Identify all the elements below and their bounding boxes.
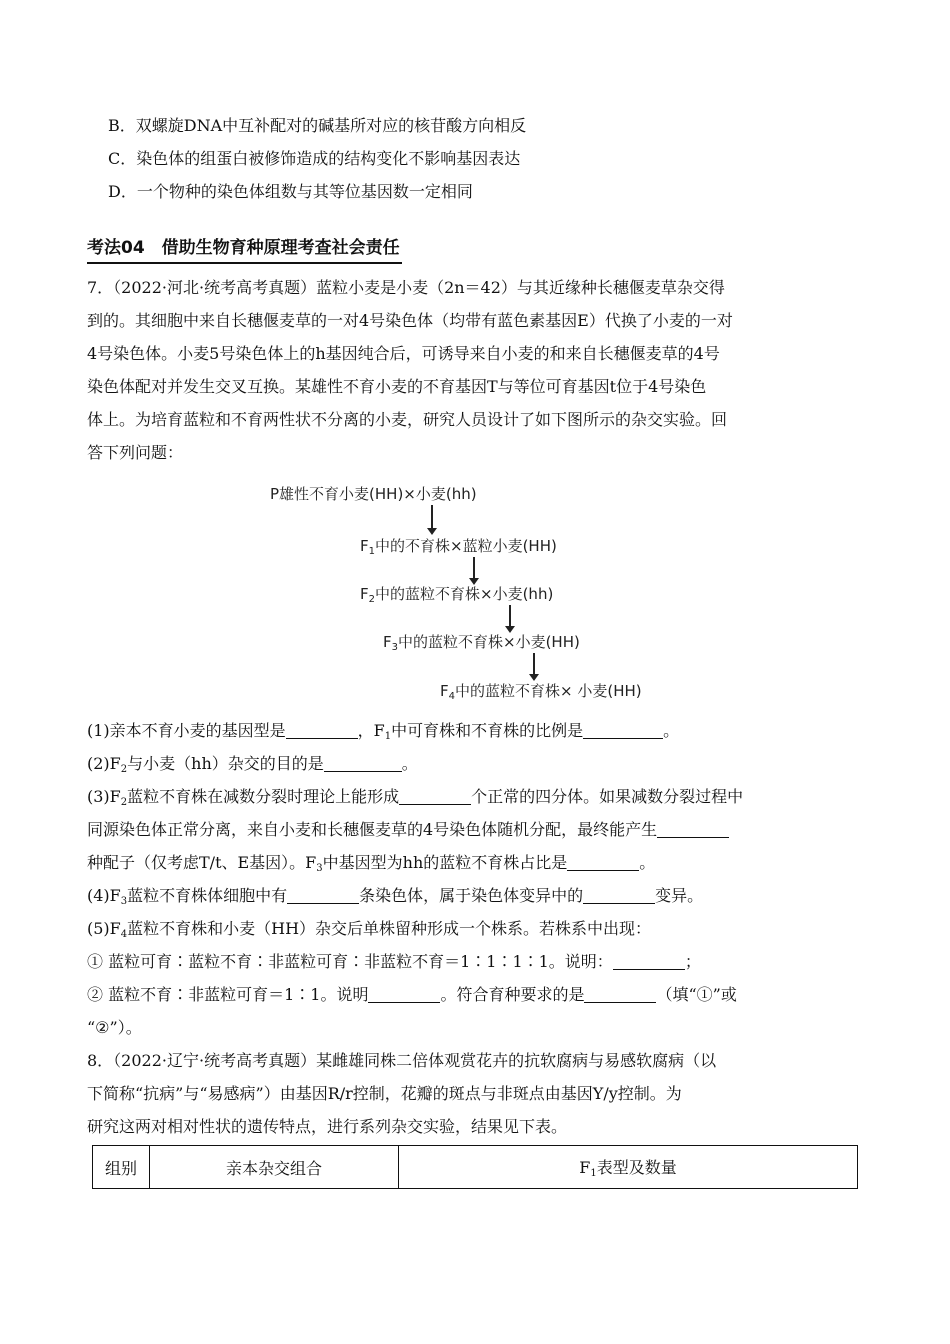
section-title: 考法04 借助生物育种原理考查社会责任: [87, 236, 402, 264]
q7-sub5-case2-end: “②”）。: [87, 1018, 142, 1037]
table-header-group: 组别: [93, 1146, 150, 1189]
answer-blank[interactable]: [583, 887, 655, 904]
flow-f3: $F_3$中的蓝粒不育株×小麦(HH): [383, 633, 580, 653]
answer-blank[interactable]: [399, 788, 471, 805]
flow-p: P雄性不育小麦(HH)×小麦(hh): [270, 485, 477, 503]
q7-sub3-line3: 种配子（仅考虑T/t、E基因）。$F_3$中基因型为hh的蓝粒不育株占比是 。: [87, 853, 656, 874]
answer-blank[interactable]: [657, 821, 729, 838]
flow-f2: $F_2$中的蓝粒不育株×小麦(hh): [360, 585, 554, 605]
answer-blank[interactable]: [583, 722, 663, 739]
option-c: C．染色体的组蛋白被修饰造成的结构变化不影响基因表达: [108, 149, 521, 168]
table-header-f1: $F_1$表型及数量: [399, 1146, 858, 1189]
q8-line-2: 下简称“抗病”与“易感病”）由基因R/r控制，花瓣的斑点与非斑点由基因Y/y控制。为: [87, 1084, 682, 1103]
q7-line-2: 到的。其细胞中来自长穗偃麦草的一对4号染色体（均带有蓝色素基因E）代换了小麦的一对: [87, 311, 733, 330]
q7-line-1: 7．（2022·河北·统考高考真题）蓝粒小麦是小麦（2n＝42）与其近缘种长穗偃麦草杂交得: [87, 278, 725, 297]
q7-line-4: 染色体配对并发生交叉互换。某雄性不育小麦的不育基因T与等位可育基因t位于4号染色: [87, 377, 707, 396]
arrow-down-icon: [431, 505, 433, 529]
q7-line-5: 体上。为培育蓝粒和不育两性状不分离的小麦，研究人员设计了如下图所示的杂交实验。回: [87, 410, 728, 429]
q8-line-3: 研究这两对相对性状的遗传特点，进行系列杂交实验，结果见下表。: [87, 1117, 568, 1136]
q7-sub5-case1: ① 蓝粒可育∶蓝粒不育∶非蓝粒可育∶非蓝粒不育＝1∶1∶1∶1。说明： ；: [87, 952, 701, 971]
arrow-down-icon: [473, 557, 475, 579]
q7-line-6: 答下列问题：: [87, 443, 184, 462]
arrow-down-icon: [533, 653, 535, 675]
answer-blank[interactable]: [287, 887, 359, 904]
q7-sub1: (1)亲本不育小麦的基因型是 ，$F_1$中可育株和不育株的比例是 。: [87, 721, 680, 742]
flow-f4: $F_4$中的蓝粒不育株× 小麦(HH): [440, 682, 642, 702]
option-b: B．双螺旋DNA中互补配对的碱基所对应的核苷酸方向相反: [108, 116, 527, 135]
q7-sub5-case2: ② 蓝粒不育∶非蓝粒可育＝1∶1。说明 。符合育种要求的是 （填“①”或: [87, 985, 737, 1004]
answer-blank[interactable]: [324, 755, 402, 772]
answer-blank[interactable]: [368, 986, 440, 1003]
answer-blank[interactable]: [567, 854, 639, 871]
q7-sub5: $(5)F_4$蓝粒不育株和小麦（HH）杂交后单株留种形成一个株系。若株系中出现：: [87, 919, 652, 940]
table-header-parents: 亲本杂交组合: [150, 1146, 399, 1189]
answer-blank[interactable]: [286, 722, 358, 739]
results-table: [92, 1145, 858, 1189]
q7-sub2: $(2)F_2$与小麦（hh）杂交的目的是 。: [87, 754, 418, 775]
q7-sub3-line2: 同源染色体正常分离，来自小麦和长穗偃麦草的4号染色体随机分配，最终能产生: [87, 819, 729, 841]
option-d: D．一个物种的染色体组数与其等位基因数一定相同: [108, 182, 473, 201]
flow-f1: $F_1$中的不育株×蓝粒小麦(HH): [360, 537, 557, 557]
q8-line-1: 8．（2022·辽宁·统考高考真题）某雌雄同株二倍体观赏花卉的抗软腐病与易感软腐病（以: [87, 1051, 717, 1070]
table-header-row: [93, 1146, 858, 1189]
q7-sub4: $(4)F_3$蓝粒不育株体细胞中有 条染色体，属于染色体变异中的 变异。: [87, 886, 704, 907]
answer-blank[interactable]: [613, 953, 685, 970]
arrow-down-icon: [509, 605, 511, 627]
q7-sub3-line1: $(3)F_2$蓝粒不育株在减数分裂时理论上能形成 个正常的四分体。如果减数分裂过程中: [87, 787, 744, 808]
answer-blank[interactable]: [584, 986, 656, 1003]
q7-line-3: 4号染色体。小麦5号染色体上的h基因纯合后，可诱导来自小麦的和来自长穗偃麦草的4号: [87, 344, 720, 363]
